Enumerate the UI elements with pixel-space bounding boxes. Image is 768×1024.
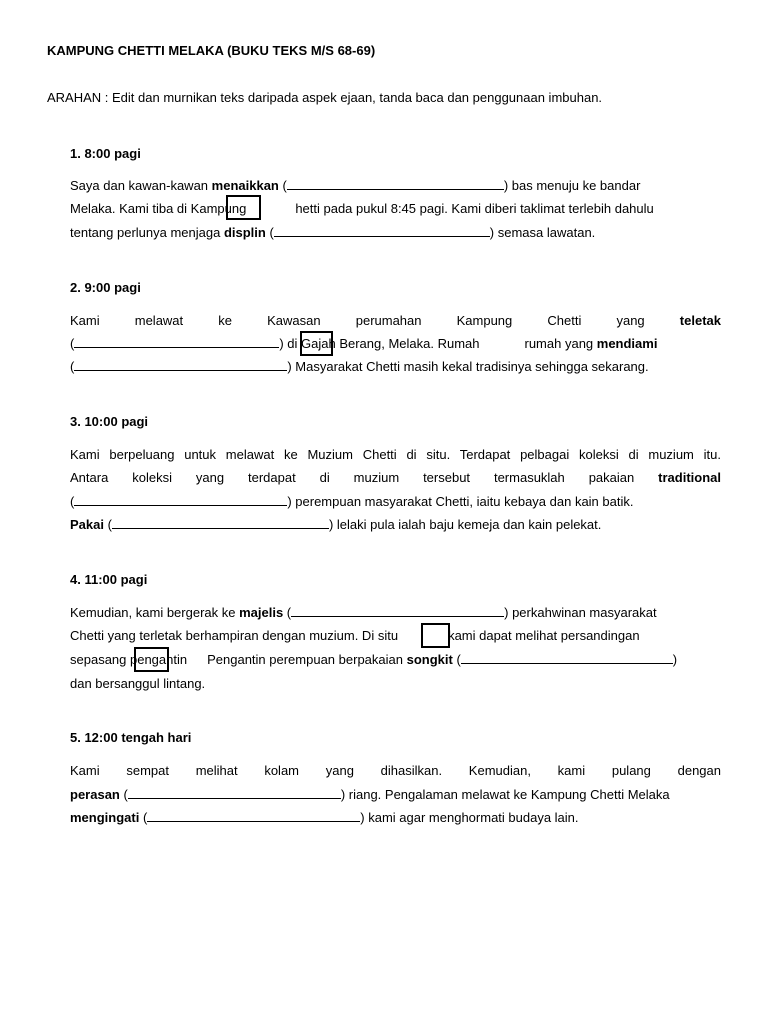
- document-title: KAMPUNG CHETTI MELAKA (BUKU TEKS M/S 68-69): [47, 43, 376, 58]
- text: Kemudian, kami bergerak ke: [70, 605, 240, 620]
- answer-blank[interactable]: [112, 516, 329, 529]
- error-word: perasan: [70, 787, 120, 802]
- text: (: [452, 652, 461, 667]
- item-4-line-2: [70, 627, 721, 645]
- item-4-line-4: [70, 675, 721, 693]
- text: rumah yang: [524, 336, 597, 351]
- item-1-heading: 1. 8:00 pagi: [70, 146, 141, 161]
- text: ): [672, 652, 678, 667]
- answer-blank[interactable]: [74, 358, 287, 371]
- item-2-line-3: [70, 358, 721, 376]
- text: ) bas menuju ke bandar: [503, 178, 641, 193]
- error-word: mendiami: [596, 336, 658, 351]
- error-word: majelis: [239, 605, 284, 620]
- text: (: [265, 225, 274, 240]
- error-highlight-box: [134, 647, 169, 672]
- text: ) kami agar menghormati budaya lain.: [360, 810, 579, 825]
- error-word: menaikkan: [211, 178, 279, 193]
- error-word: displin: [223, 225, 266, 240]
- text: (: [70, 359, 75, 374]
- item-5-line-3: [70, 809, 721, 827]
- text: ) perempuan masyarakat Chetti, iaitu kebaya dan kain batik.: [287, 494, 634, 509]
- item-1-line-3: [70, 224, 721, 242]
- text: (: [103, 517, 112, 532]
- error-word: traditional: [658, 470, 721, 485]
- error-highlight-box: [226, 195, 261, 220]
- text: ) riang. Pengalaman melawat ke Kampung Chetti Melaka: [340, 787, 670, 802]
- error-word: teletak: [679, 313, 721, 328]
- item-4-line-1: [70, 604, 721, 622]
- answer-blank[interactable]: [274, 224, 490, 237]
- item-4-heading: 4. 11:00 pagi: [70, 572, 148, 587]
- text: dan bersanggul lintang.: [70, 676, 206, 691]
- text: hetti pada pukul 8:45 pagi. Kami diberi taklimat terlebih dahulu: [295, 201, 654, 216]
- error-highlight-box: [421, 623, 450, 648]
- text: (: [70, 336, 75, 351]
- answer-blank[interactable]: [287, 177, 504, 190]
- text: Antara koleksi yang terdapat di muzium tersebut termasuklah pakaian: [70, 470, 659, 485]
- text: Pengantin perempuan berpakaian: [207, 652, 407, 667]
- text: (: [278, 178, 287, 193]
- error-word: Pakai: [70, 517, 104, 532]
- answer-blank[interactable]: [74, 493, 287, 506]
- text: ) lelaki pula ialah baju kemeja dan kain pelekat.: [328, 517, 602, 532]
- text: ) di Gajah Berang, Melaka. Rumah: [279, 336, 480, 351]
- text: (: [119, 787, 128, 802]
- item-3-line-3: [70, 493, 721, 511]
- error-highlight-box: [300, 331, 333, 356]
- instruction-text: ARAHAN : Edit dan murnikan teks daripada aspek ejaan, tanda baca dan penggunaan imbuhan.: [47, 90, 603, 105]
- answer-blank[interactable]: [74, 335, 279, 348]
- text: tentang perlunya menjaga: [70, 225, 224, 240]
- text: kami dapat melihat persandingan: [448, 628, 640, 643]
- text: (: [139, 810, 148, 825]
- item-1-line-1: [70, 177, 721, 195]
- item-3-line-4: [70, 516, 721, 534]
- item-2-line-1: [70, 312, 721, 330]
- item-1-line-2: [70, 200, 721, 218]
- answer-blank[interactable]: [461, 651, 673, 664]
- answer-blank[interactable]: [128, 786, 341, 799]
- item-3-line-1: [70, 446, 721, 464]
- text: sepasang pengantin: [70, 652, 188, 667]
- item-5-line-2: [70, 786, 721, 804]
- item-3-line-2: [70, 469, 721, 487]
- text: ) perkahwinan masyarakat: [504, 605, 657, 620]
- text: ) Masyarakat Chetti masih kekal tradisinya sehingga sekarang.: [287, 359, 649, 374]
- text: Kami berpeluang untuk melawat ke Muzium Chetti di situ. Terdapat pelbagai koleksi di muzium itu.: [70, 447, 721, 462]
- answer-blank[interactable]: [147, 809, 360, 822]
- text: (: [283, 605, 292, 620]
- text: Kami melawat ke Kawasan perumahan Kampung Chetti yang: [70, 313, 680, 328]
- item-3-heading: 3. 10:00 pagi: [70, 414, 149, 429]
- text: ) semasa lawatan.: [489, 225, 596, 240]
- text: Kami sempat melihat kolam yang dihasilkan. Kemudian, kami pulang dengan: [70, 763, 721, 778]
- item-2-line-2: [70, 335, 721, 353]
- item-5-line-1: [70, 762, 721, 780]
- text: Melaka. Kami tiba di Kampung: [70, 201, 247, 216]
- answer-blank[interactable]: [291, 604, 504, 617]
- error-word: songkit: [406, 652, 453, 667]
- text: Chetti yang terletak berhampiran dengan muzium. Di situ: [70, 628, 399, 643]
- error-word: mengingati: [70, 810, 140, 825]
- item-2-heading: 2. 9:00 pagi: [70, 280, 141, 295]
- text: (: [70, 494, 75, 509]
- item-5-heading: 5. 12:00 tengah hari: [70, 730, 192, 745]
- text: Saya dan kawan-kawan: [70, 178, 212, 193]
